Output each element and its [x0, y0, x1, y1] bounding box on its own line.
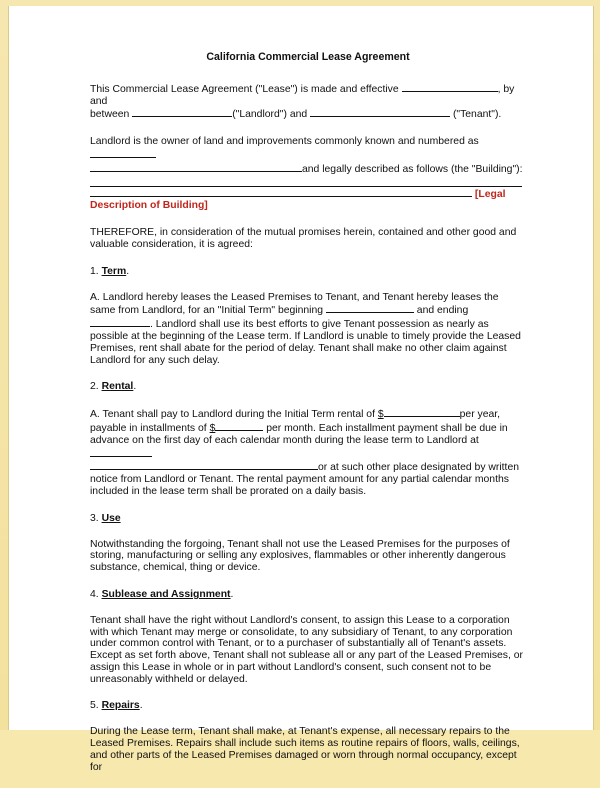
intro-text-d: ("Landlord") and [232, 109, 308, 121]
section-rental-paragraph [90, 407, 526, 498]
monthly-installment-blank [215, 421, 263, 431]
document-title: California Commercial Lease Agreement [206, 51, 410, 63]
section-number: 4. [90, 588, 99, 600]
section-use-heading [90, 513, 526, 525]
term-text-c: . Landlord shall use its best efforts to give Tenant possession as nearly as possible at the beginning of the Lease term. If Landlord is unable to timely provide the Leased Premises, rent shall abate for the period of delay. Tenant shall make no other claim against Landlord for any such delay. [90, 319, 521, 366]
term-end-blank [90, 317, 150, 327]
section-title-period: . [230, 588, 234, 600]
rental-text-c: per month. Each installment payment shall be due in advance on the first day of each calendar month during the lease term to Landlord at [90, 422, 508, 446]
tenant-name-blank [310, 107, 450, 117]
annual-rent-blank [384, 407, 460, 417]
rental-text-d: or at such other place designated by written notice from Landlord or Tenant. The rental payment amount for any partial calendar months included in the lease term shall be prorated on a daily basis. [90, 462, 520, 497]
legal-description-placeholder-1: [Legal [474, 188, 506, 200]
section-title: Use [101, 512, 121, 524]
intro-text-a: This Commercial Lease Agreement ("Lease") is made and effective [90, 83, 399, 95]
owner-text-a: Landlord is the owner of land and improvements commonly known and numbered as [90, 136, 479, 148]
section-title: Sublease and Assignment [101, 588, 231, 600]
section-repairs-paragraph: During the Lease term, Tenant shall make, at Tenant's expense, all necessary repairs to the Leased Premises. Repairs shall include such items as routine repairs of floors, walls, ceilings, and other parts of the Leased Premises damaged or worn through normal occupancy, except for [90, 726, 520, 773]
effective-date-blank [402, 82, 498, 92]
term-text-b: and ending [416, 305, 469, 317]
section-sublease-paragraph: Tenant shall have the right without Landlord's consent, to assign this Lease to a corporation with which Tenant may merge or consolidate, to any subsidiary of Tenant, to any corporation under common control with Tenant, or to a purchaser of substantially all of Tenant's assets. Except as set forth above, Tenant shall not sublease all or any part of the Leased Premises, or assign this Lease in whole or in part without Landlord's consent, such consent not to be unreasonably withheld or delayed. [90, 614, 524, 685]
section-repairs-heading [90, 700, 526, 712]
property-number-blank-b [90, 162, 302, 172]
term-text-a: A. Landlord hereby leases the Leased Premises to Tenant, and Tenant hereby leases the same from Landlord, for an "Initial Term" beginning [90, 291, 499, 317]
section-title: Rental [101, 381, 134, 393]
legal-description-line-1 [90, 176, 522, 187]
section-title-period: . [126, 265, 130, 277]
section-title: Term [101, 265, 127, 277]
installment-dollar-sign: $ [209, 422, 216, 434]
therefore-paragraph: THEREFORE, in consideration of the mutual promises herein, contained and other good and valuable consideration, it is agreed: [90, 227, 517, 250]
property-number-blank-a [90, 148, 156, 158]
landlord-name-blank [132, 107, 232, 117]
section-rental-heading [90, 381, 526, 393]
term-start-blank [326, 303, 414, 313]
intro-text-e: ("Tenant"). [452, 109, 502, 121]
section-use-paragraph: Notwithstanding the forgoing, Tenant shall not use the Leased Premises for the purposes of storing, manufacturing or selling any explosives, flammables or other inherently dangerous substance, chemical, thing or device. [90, 538, 510, 574]
rental-text-a: A. Tenant shall pay to Landlord during the Initial Term rental of [90, 409, 375, 421]
section-title: Repairs [101, 700, 140, 712]
document-body [90, 52, 526, 788]
intro-text-c: between [90, 109, 130, 121]
rental-dollar-sign: $ [377, 409, 384, 421]
section-number: 5. [90, 700, 99, 712]
document-page [8, 6, 594, 773]
payment-address-blank-b [90, 460, 318, 470]
legal-description-placeholder-2: Description of Building] [90, 200, 208, 212]
section-title-period: . [139, 700, 143, 712]
intro-text-b: , by and [90, 83, 515, 107]
owner-text-b: and legally described as follows (the "Building"): [302, 163, 523, 175]
section-sublease-heading [90, 589, 526, 601]
rental-text-b: per year, payable in installments of [90, 409, 501, 434]
intro-paragraph [90, 82, 526, 121]
section-number: 2. [90, 381, 99, 393]
legal-description-line-2 [90, 187, 472, 197]
payment-address-blank-a [90, 447, 152, 457]
section-number: 3. [90, 512, 99, 524]
section-term-paragraph [90, 292, 526, 367]
section-term-heading [90, 266, 526, 278]
section-number: 1. [90, 265, 99, 277]
section-title-period: . [133, 381, 137, 393]
owner-paragraph [90, 136, 526, 212]
